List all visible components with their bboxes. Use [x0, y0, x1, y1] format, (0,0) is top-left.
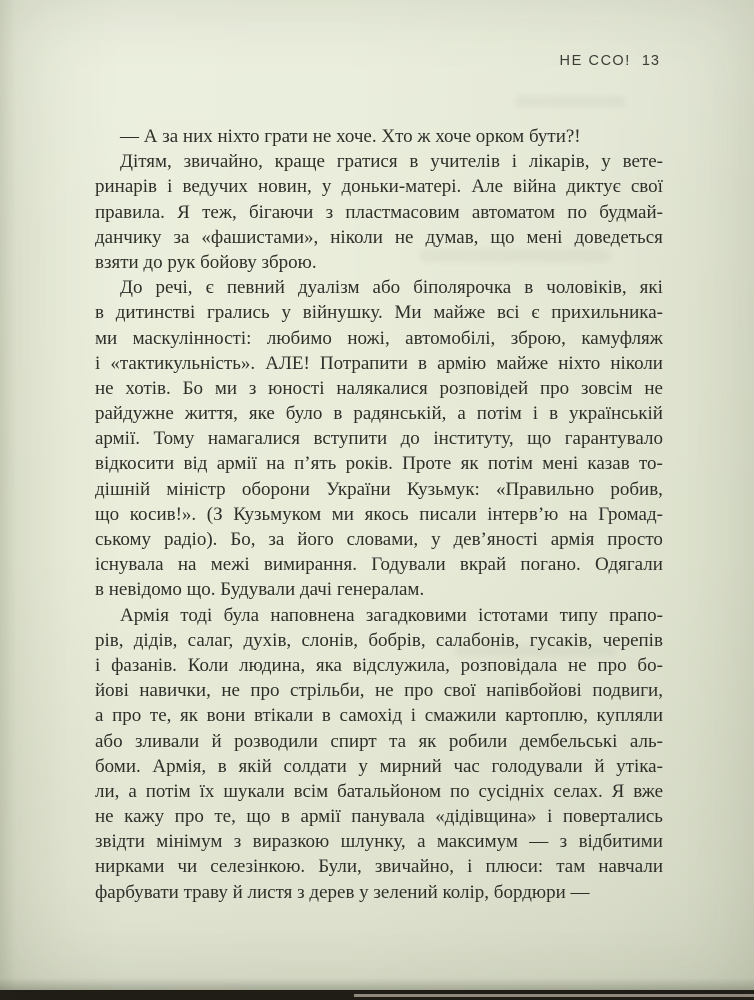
text-line: До речі, є певний дуалізм або біполярочка в чоловіків, які [120, 277, 663, 299]
text-line: що косив!». (З Кузьмуком ми якось писали інтерв’ю на Громад- [95, 503, 663, 525]
running-header [0, 53, 660, 69]
text-line: не хотів. Бо ми з юності налякалися розповідей про зовсім не [95, 377, 663, 399]
page-bottom-shadow [0, 978, 754, 990]
text-line: звідти мінімум з виразкою шлунку, а максимум — з відбитими [95, 831, 663, 853]
text-line: ли, а потім їх шукали всім батальйоном по сусідніх селах. Я вже [95, 780, 663, 802]
text-line: а про те, як вони втікали в самохід і смажили картоплю, купляли [95, 705, 663, 727]
text-line: і фазанів. Коли людина, яка відслужила, розповідала не про бо- [95, 654, 663, 676]
text-line: фарбувати траву й листя з дерев у зелений колір, бордюри — [95, 881, 590, 903]
text-line: або зливали й розводили спирт та як робили дембельські аль- [95, 730, 663, 752]
text-line: боми. Армія, в якій солдати у мирний час голодували й утіка- [95, 755, 663, 777]
text-line: — А за них ніхто грати не хоче. Хто ж хоче орком бути?! [120, 126, 581, 147]
body-text-block [95, 124, 663, 905]
text-line: Армія тоді була наповнена загадковими істотами типу прапо- [120, 604, 663, 626]
running-title: НЕ ССО! [559, 53, 631, 69]
text-line: Дітям, звичайно, краще гратися в учителів і лікарів, у вете- [120, 151, 663, 173]
text-line: відкосити від армії на п’ять років. Проте як потім мені казав то- [95, 453, 663, 475]
text-line: райдужне життя, яке було в радянській, а потім і в українській [95, 403, 663, 425]
text-line: в дитинстві грались у війнушку. Ми майже всі є прихильника- [95, 302, 663, 324]
text-line: і «тактикульність». АЛЕ! Потрапити в армію майже ніхто ніколи [95, 352, 663, 374]
text-line: взяти до рук бойову зброю. [95, 251, 317, 273]
text-line: ми маскулінності: любимо ножі, автомобілі, зброю, камуфляж [95, 327, 663, 349]
text-line: данчику за «фашистами», ніколи не думав, що мені доведеться [95, 226, 663, 248]
text-line: ринарів і ведучих новин, у доньки-матері. Але війна диктує свої [95, 176, 663, 198]
text-line: армії. Тому намагалися вступити до інституту, що гарантувало [95, 428, 663, 450]
text-line: існувала на межі вимирання. Годували вкрай погано. Одягали [95, 554, 663, 576]
text-line: рів, дідів, салаг, духів, слонів, бобрів, салабонів, гусаків, черепів [95, 629, 663, 651]
text-line: нирками чи селезінкою. Були, звичайно, і плюси: там навчали [95, 856, 663, 878]
page-number: 13 [641, 53, 660, 69]
text-line: в невідомо що. Будували дачі генералам. [95, 579, 425, 601]
text-line: ському радіо). Бо, за його словами, у дев’яності армія просто [95, 529, 663, 550]
photo-bottom-edge-highlight [354, 994, 754, 997]
text-line: йові навички, не про стрільби, не про свої напівбойові подвиги, [95, 680, 663, 702]
text-line: правила. Я теж, бігаючи з пластмасовим автоматом по будмай- [95, 201, 663, 223]
text-line: дішній міністр оборони України Кузьмук: «Правильно робив, [95, 478, 663, 500]
text-line: не кажу про те, що в армії панувала «дідівщина» і повертались [95, 806, 663, 828]
